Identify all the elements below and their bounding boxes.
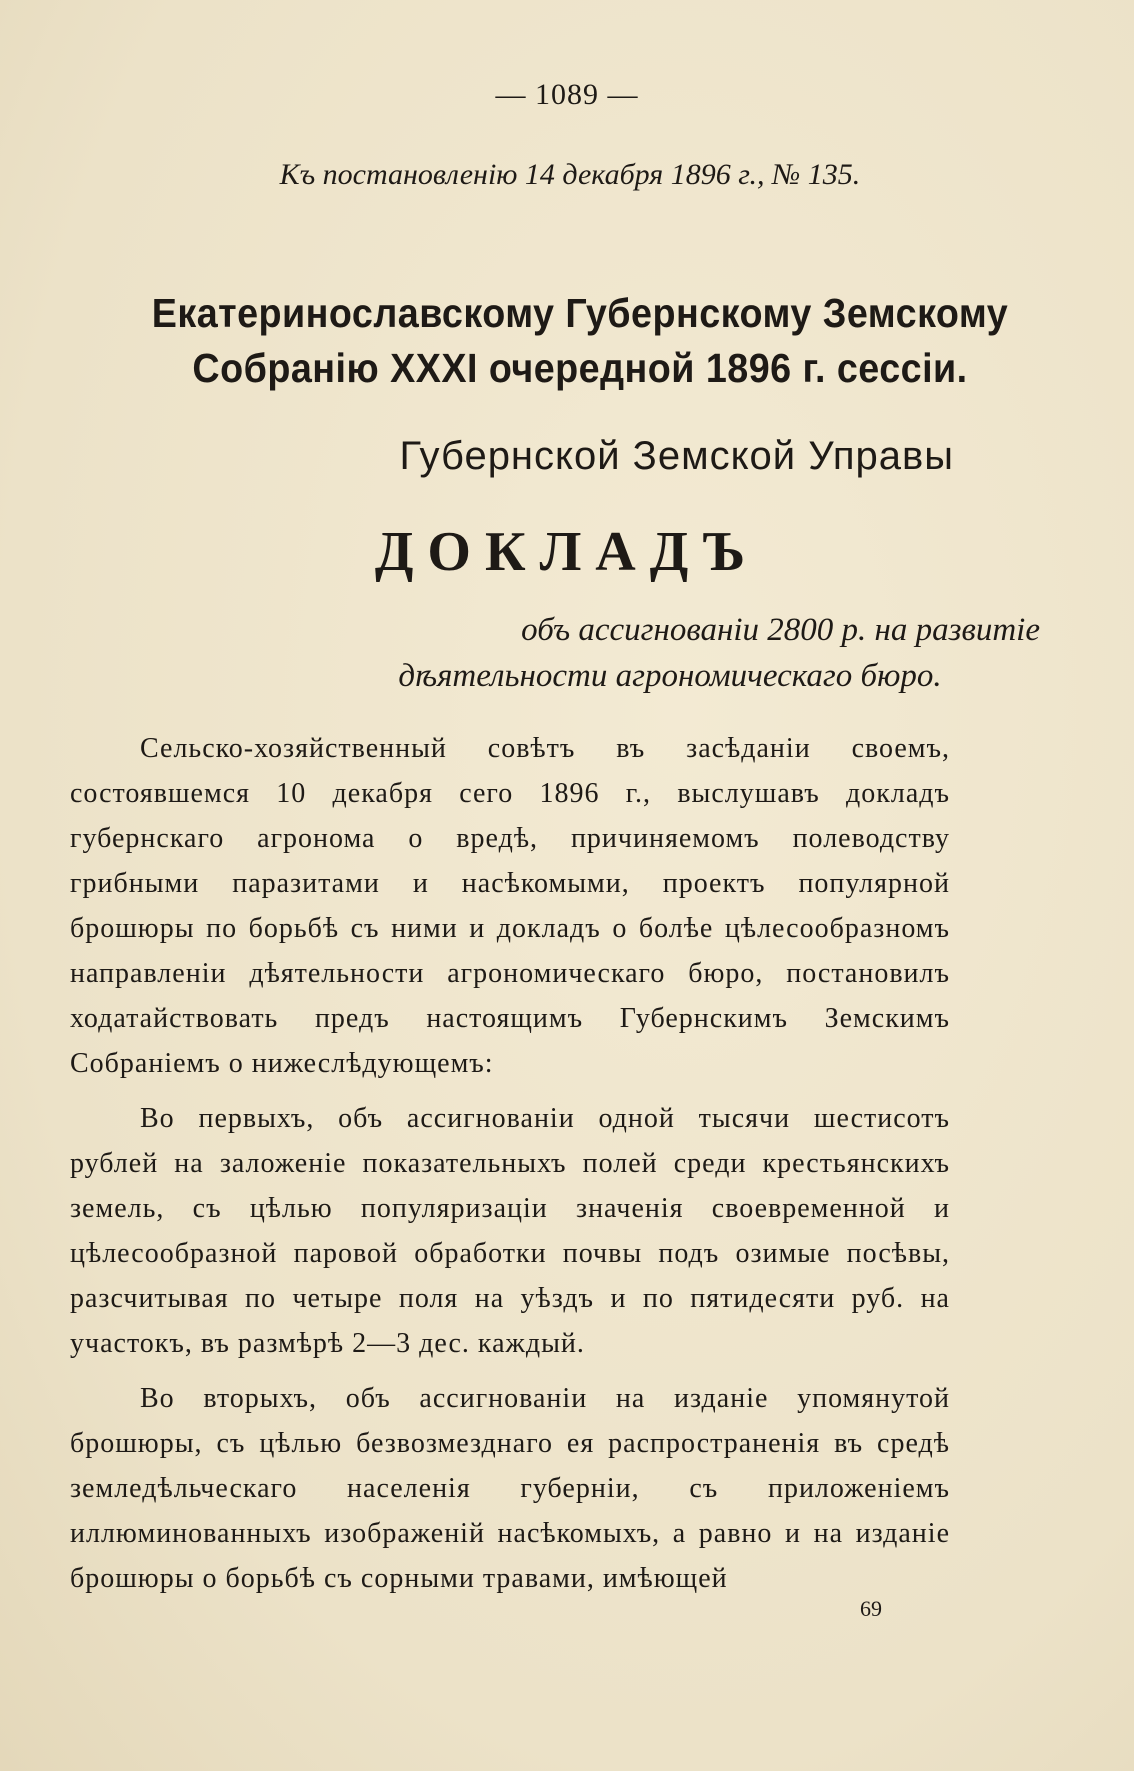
signature-mark: 69 [860,1596,882,1621]
subheading: Губернской Земской Управы [399,434,954,478]
subtitle-line-1: объ ассигнованіи 2800 р. на развитіе [521,612,1040,648]
paragraph-2: Во первыхъ, объ ассигнованіи одной тысячи шестисотъ рублей на заложеніе показательныхъ полей среди крестьянскихъ земель, съ цѣлью популяризаціи значенія своевременной и цѣлесообразной паровой обработки почвы подъ озимые посѣвы, разсчитывая по четыре поля на уѣздъ и по пятидесяти руб. на участокъ, въ размѣрѣ 2—3 дес. каждый. [70,1103,950,1359]
paragraph-3: Во вторыхъ, объ ассигнованіи на изданіе упомянутой брошюры, съ цѣлью безвозмезднаго ея распространенія въ средѣ земледѣльческаго населенія губерніи, съ приложеніемъ иллюминованныхъ изображеній насѣкомыхъ, а равно и на изданіе брошюры о борьбѣ съ сорными травами, имѣющей [70,1383,950,1594]
body-text [70,726,950,1601]
heading-line-1: Екатеринославскому Губернскому Земскому [151,290,1009,336]
subtitle-line-2: дѣятельности агрономическаго бюро. [398,658,942,694]
heading-line-2: Собранію XXXI очередной 1896 г. сессіи. [192,345,968,391]
page-number: — 1089 — [495,78,639,111]
report-title: ДОКЛАДЪ [374,521,760,583]
resolution-reference: Къ постановленію 14 декабря 1896 г., № 135. [279,158,861,191]
paragraph-1: Сельско-хозяйственный совѣтъ въ засѣданіи своемъ, состоявшемся 10 декабря сего 1896 г., выслушавъ докладъ губернскаго агронома о вредѣ, причиняемомъ полеводству грибными паразитами и насѣкомыми, проектъ популярной брошюры по борьбѣ съ ними и докладъ о болѣе цѣлесообразномъ направленіи дѣятельности агрономическаго бюро, постановилъ ходатайствовать предъ настоящимъ Губернскимъ Земскимъ Собраніемъ о нижеслѣдующемъ: [70,733,950,1079]
